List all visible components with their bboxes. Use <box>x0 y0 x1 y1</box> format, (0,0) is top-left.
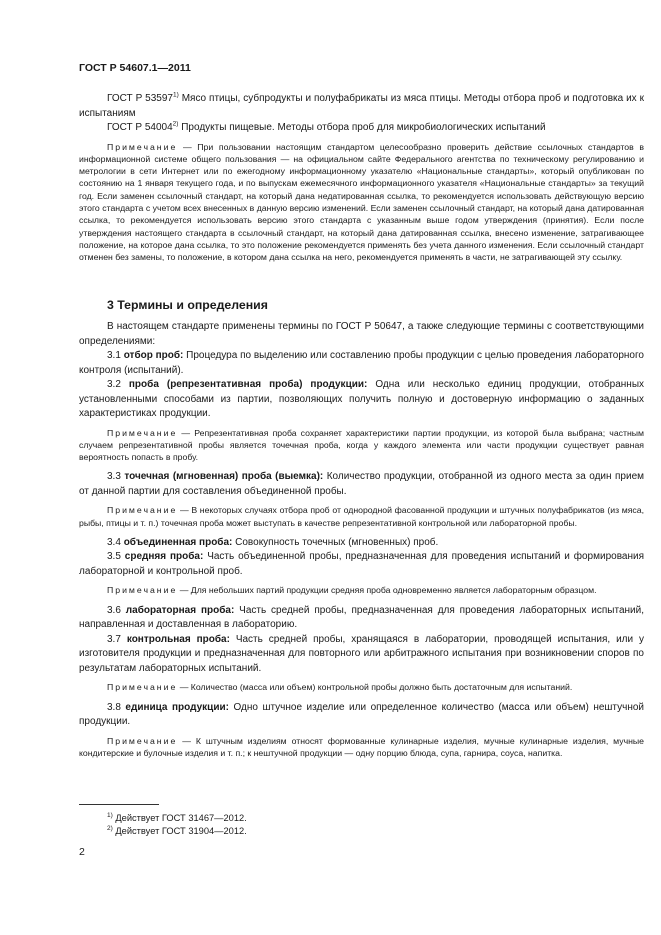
term-3-5-note: Примечание — Для небольших партий продукции средняя проба одновременно является лабораторным образцом. <box>107 585 597 596</box>
document-header: ГОСТ Р 54607.1—2011 <box>79 62 191 74</box>
section-heading: 3 Термины и определения <box>107 298 268 312</box>
footnote-1: $^{1)}$ Действует ГОСТ 31467—2012. <box>107 811 247 823</box>
term-3-3-note: Примечание — В некоторых случаях отбора проб от однородной фасованной продукции и штучных полуфабрикатов (из мяса, рыбы, птицы и т. п.) точечная проба может выступать в качестве репрезентативной контрольной или лабораторной пробы. <box>79 505 644 528</box>
footnotes <box>79 812 644 838</box>
reference-note: Примечание — При пользовании настоящим стандартом целесообразно проверить действие ссылочных стандартов в информационной системе общего пользования — на официальном сайте Федерального агентства по техническому регулированию и метрологии в сети Интернет или по ежегодному информационному указателю «Национальные стандарты», который опубликован по состоянию на 1 января текущего года, и по выпускам ежемесячного информационного указателя «Национальные стандарты» за текущий год. Если заменен ссылочный стандарт, на который дана недатированная ссылка, то рекомендуется использовать действующую версию этого стандарта с учетом всех внесенных в данную версию изменений. Если заменен ссылочный стандарт, на который дана датированная ссылка, то рекомендуется использовать версию этого стандарта с указанным выше годом утверждения (принятия). Если после утверждения настоящего стандарта в ссылочный стандарт, на который дана датированная ссылка, внесено изменение, затрагивающее положение, на которое дана ссылка, то это положение рекомендуется применять без учета данного изменения. Если ссылочный стандарт отменен без замены, то положение, в котором дана ссылка на него, рекомендуется применять в части, не затрагивающей эту ссылку. <box>79 141 644 263</box>
footnote-separator <box>79 804 159 805</box>
term-3-7: 3.7 контрольная проба: Часть средней пробы, хранящаяся в лаборатории, проводящей испытания, или у изготовителя продукции и предназначенная для повторного или арбитражного испытания при возникновении споров по результатам лабораторных испытаний. <box>79 633 644 674</box>
term-3-6: 3.6 лабораторная проба: Часть средней пробы, предназначенная для проведения лабораторных испытаний, направленная и доставленная в лабораторию. <box>79 604 644 631</box>
term-3-2-note: Примечание — Репрезентативная проба сохраняет характеристики партии продукции, из которой была выбрана; частным случаем репрезентативной пробы является точечная проба, когда у каждого элемента или части продукции существует равная вероятность попасть в пробу. <box>79 427 644 463</box>
section-3 <box>79 298 644 759</box>
term-3-7-note: Примечание — Количество (масса или объем) контрольной пробы должно быть достаточным для испытаний. <box>107 682 573 693</box>
section-intro: В настоящем стандарте применены термины по ГОСТ Р 50647, а также следующие термины с соответствующими определениями: <box>79 321 644 347</box>
reference-item: ГОСТ Р 53597$^{1)}$ Мясо птицы, субпродукты и полуфабрикаты из мяса птицы. Методы отбора проб и подготовка их к испытаниям <box>79 91 644 119</box>
footnote-2: $^{2)}$ Действует ГОСТ 31904—2012. <box>107 824 247 836</box>
page-number: 2 <box>79 846 85 858</box>
term-3-5: 3.5 средняя проба: Часть объединенной пробы, предназначенная для проведения испытаний и формирования лабораторной и контрольной проб. <box>79 551 644 577</box>
term-3-4: 3.4 объединенная проба: Совокупность точечных (мгновенных) проб. <box>107 536 439 548</box>
reference-item: ГОСТ Р 54004$^{2)}$ Продукты пищевые. Методы отбора проб для микробиологических испытаний <box>107 120 546 133</box>
term-3-8: 3.8 единица продукции: Одно штучное изделие или определенное количество (масса или объем) нештучной продукции. <box>79 701 644 728</box>
term-3-8-note: Примечание — К штучным изделиям относят формованные кулинарные изделия, мучные кулинарные изделия, мучные кондитерские и булочные изделия и т. п.; к нештучной продукции — одну порцию блюда, супа, гарнира, соуса, напитка. <box>79 735 644 758</box>
term-3-1: 3.1 отбор проб: Процедура по выделению или составлению пробы продукции с целью проведения лабораторного контроля (испытаний). <box>79 350 644 376</box>
term-3-2: 3.2 проба (репрезентативная проба) продукции: Одна или несколько единиц продукции, отобранных установленными способами из партии, позволяющих получить полную и достоверную информацию о заданных характеристиках продукции. <box>79 379 645 419</box>
term-3-3: 3.3 точечная (мгновенная) проба (выемка): Количество продукции, отобранной из одного места за один прием от данной партии для составления объединенной пробы. <box>79 471 645 497</box>
references-block <box>79 92 644 263</box>
